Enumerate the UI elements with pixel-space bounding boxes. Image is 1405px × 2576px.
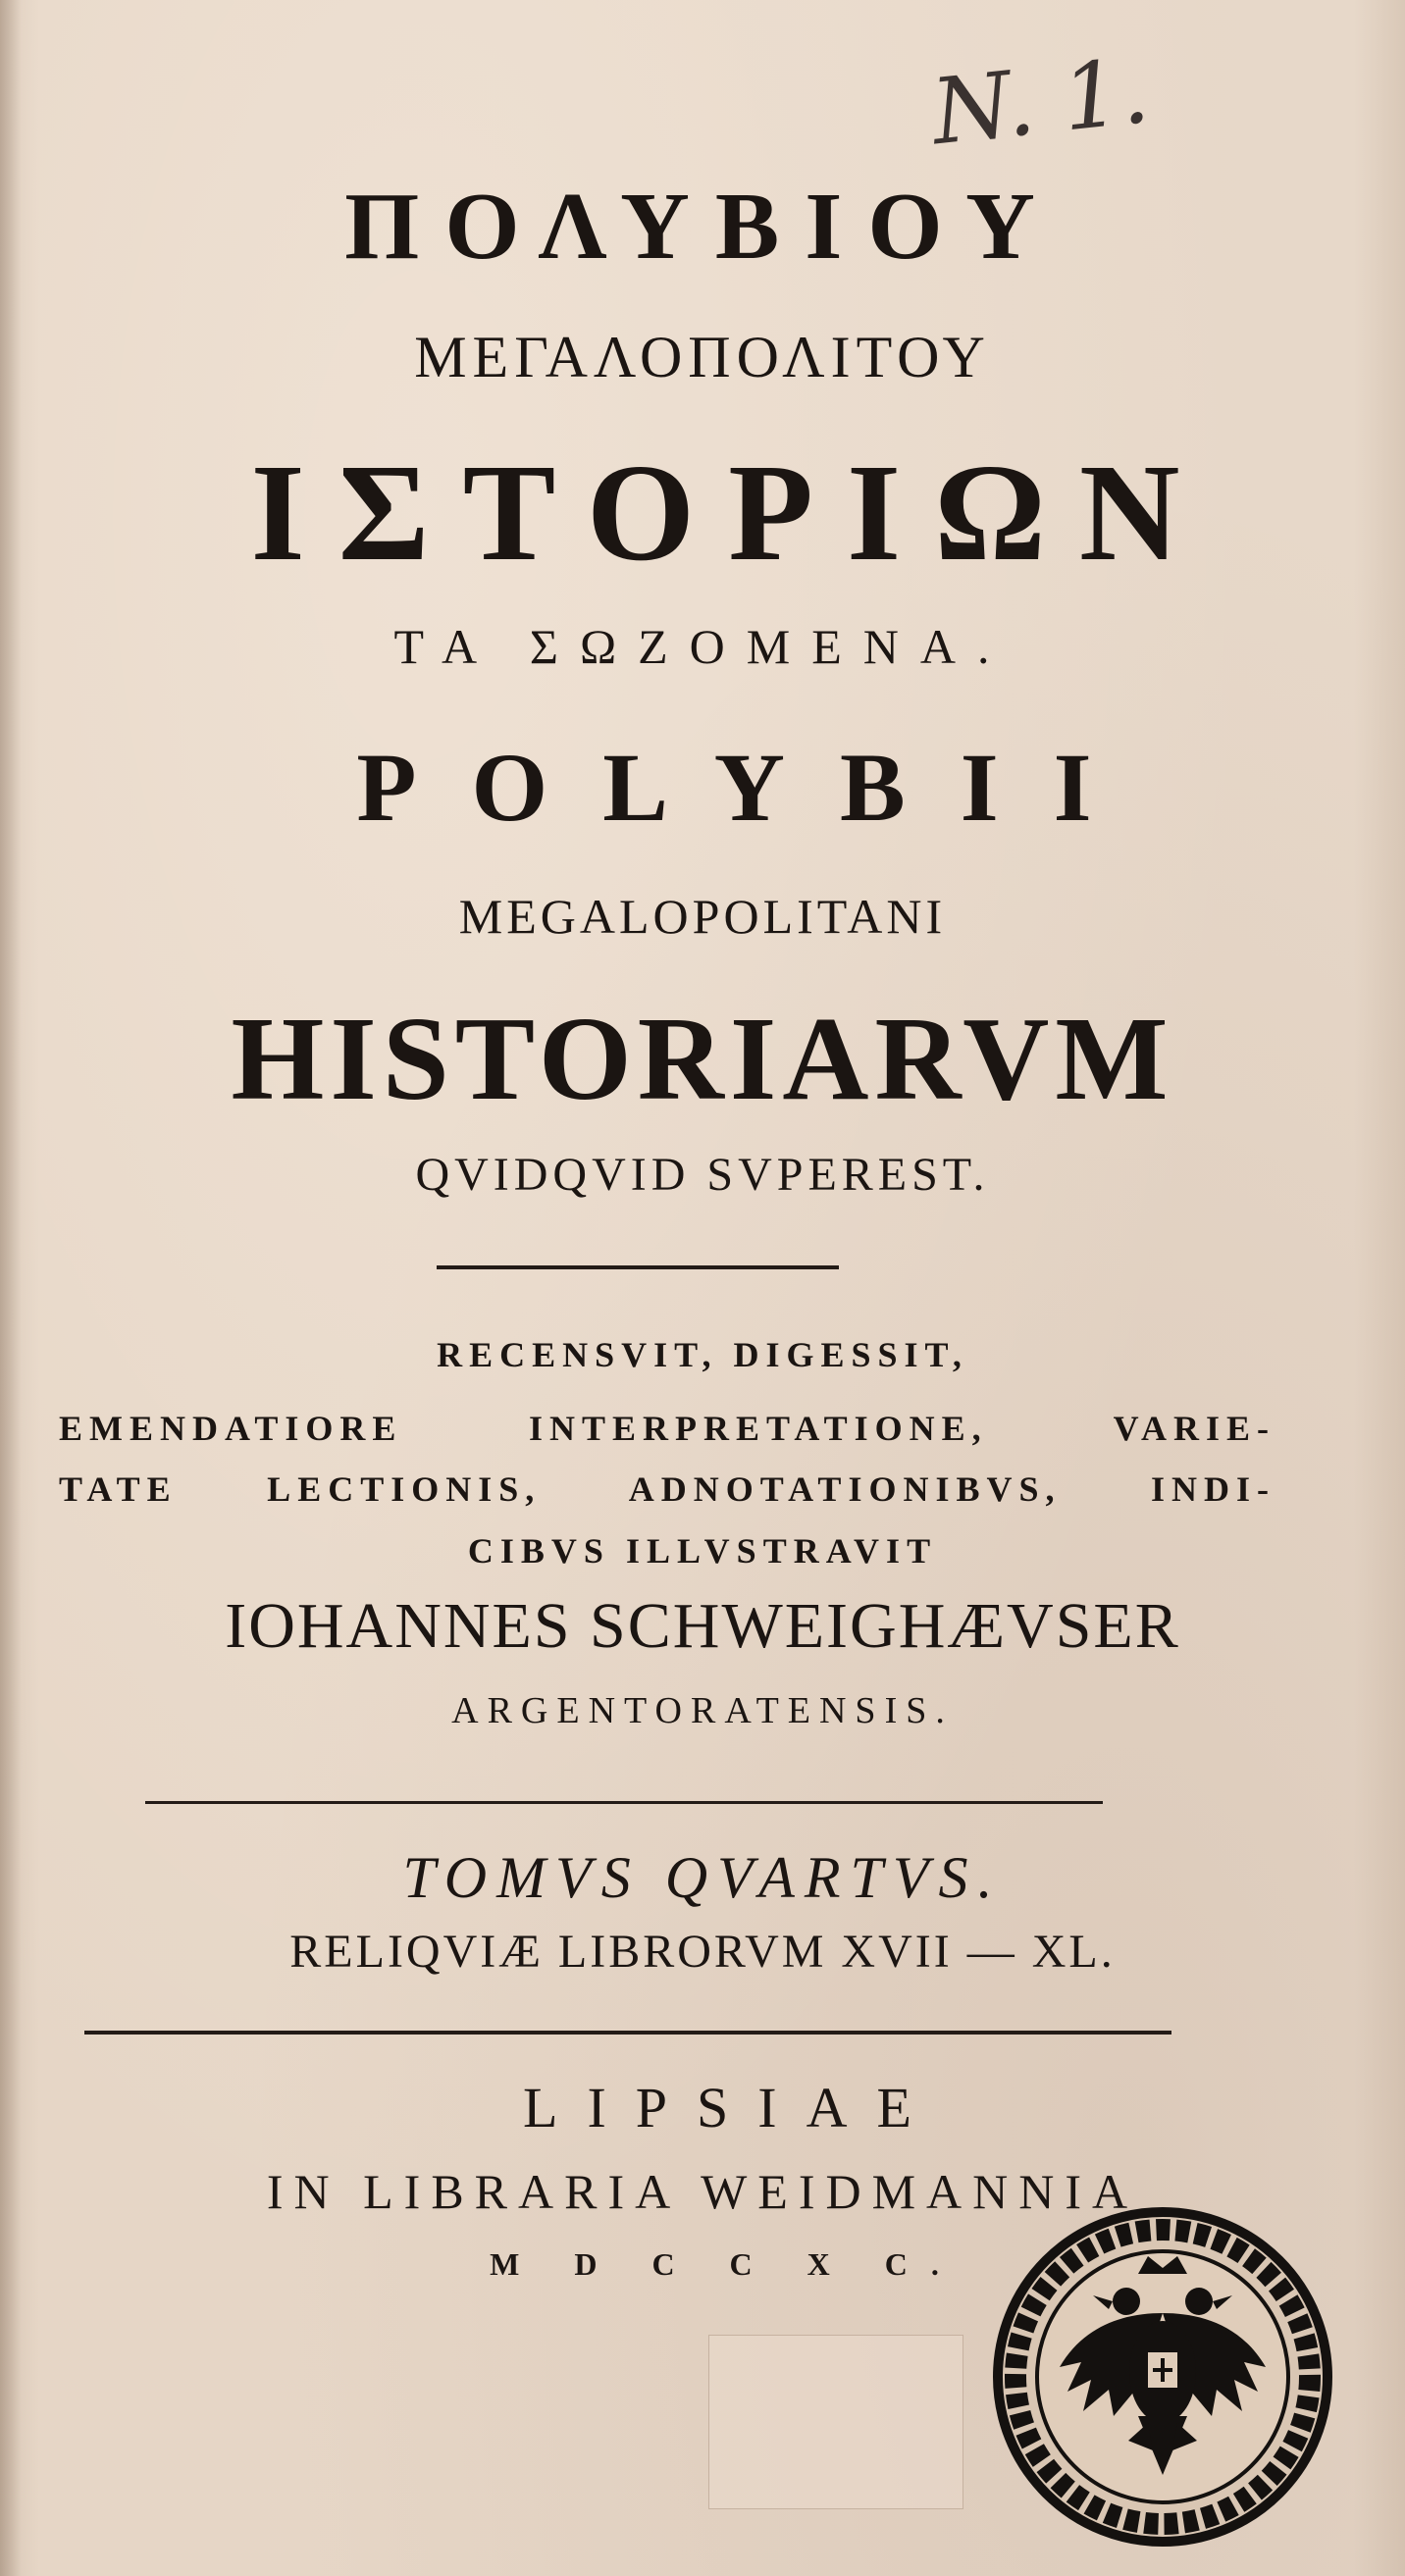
editorial-line-2: EMENDATIORE INTERPRETATIONE, VARIE- [59, 1409, 1275, 1448]
imprint-publisher: IN LIBRARIA WEIDMANNIA [266, 2164, 1139, 2219]
latin-title-epithet: MEGALOPOLITANI [458, 889, 947, 944]
paper-label-remnant [708, 2335, 963, 2509]
imprint-year: M D C C X C. [490, 2246, 963, 2282]
divider-rule [437, 1265, 839, 1269]
greek-title-author: ΠΟΛΥΒΙΟΥ [344, 174, 1061, 280]
greek-title-epithet: ΜΕΓΑΛΟΠΟΛΙΤΟΥ [414, 325, 991, 389]
divider-rule [84, 2031, 1171, 2035]
library-stamp-icon [991, 2205, 1334, 2549]
editorial-line-4: CIBVS ILLVSTRAVIT [467, 1531, 938, 1571]
imprint-city: LIPSIAE [523, 2076, 941, 2139]
editorial-line-3: TATE LECTIONIS, ADNOTATIONIBVS, INDI- [59, 1469, 1275, 1509]
greek-title-subtitle: ΤΑ ΣΩΖΟΜΕΝΑ. [393, 619, 1012, 674]
latin-title-work: HISTORIARVM [231, 993, 1174, 1125]
volume-contents: RELIQVIÆ LIBRORVM XVII — XL. [289, 1926, 1116, 1978]
editorial-line-1: RECENSVIT, DIGESSIT, [437, 1335, 968, 1374]
volume-title: TOMVS QVARTVS. [402, 1845, 1003, 1910]
handwritten-shelf-mark: N. 1. [927, 37, 1154, 166]
greek-title-work: ΙΣΤΟΡΙΩΝ [250, 435, 1214, 590]
editor-name: IOHANNES SCHWEIGHÆVSER [225, 1590, 1180, 1662]
editor-origin: ARGENTORATENSIS. [451, 1690, 954, 1731]
latin-title-author: POLYBII [356, 733, 1147, 842]
latin-title-subtitle: QVIDQVID SVPEREST. [415, 1149, 990, 1201]
divider-rule [145, 1801, 1103, 1804]
